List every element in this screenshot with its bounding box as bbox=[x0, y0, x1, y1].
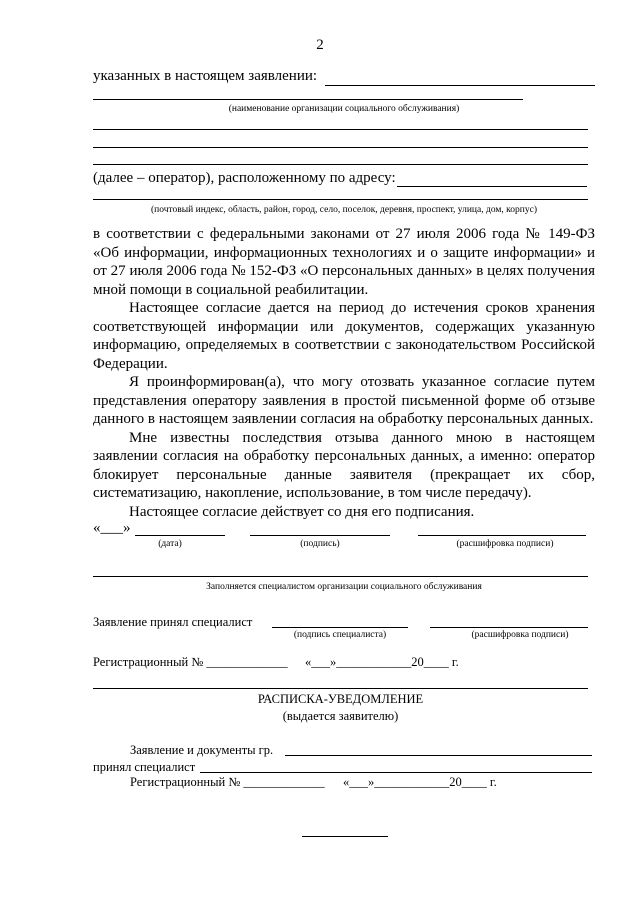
consent-text bbox=[93, 225, 595, 521]
end-line bbox=[302, 836, 388, 837]
paragraph-laws: в соответствии с федеральными законами от 27 июля 2006 года № 149-ФЗ «Об информации, информационных технологиях и о защите информации» и от 27 июля 2006 года № 152-ФЗ «О персональных данных» в целях получения мной помощи в социальной реабилитации. bbox=[93, 226, 595, 298]
date-quote-field[interactable]: «___» bbox=[93, 520, 131, 536]
registration-date-field[interactable]: «___»____________20____ г. bbox=[305, 655, 459, 669]
accepted-by-specialist-label: Заявление принял специалист bbox=[93, 615, 253, 629]
receipt-applicant-line[interactable] bbox=[285, 755, 592, 756]
specialist-signature-caption: (подпись специалиста) bbox=[293, 630, 387, 640]
address-field-line-2[interactable] bbox=[93, 199, 588, 200]
specialist-signature-line[interactable] bbox=[272, 627, 408, 628]
receipt-registration-number-field[interactable]: Регистрационный № _____________ bbox=[130, 775, 325, 789]
date-field-line[interactable] bbox=[135, 535, 225, 536]
receipt-accepted-label: принял специалист bbox=[93, 760, 196, 774]
org-field-line-1[interactable] bbox=[325, 85, 595, 86]
registration-number-field[interactable]: Регистрационный № _____________ bbox=[93, 655, 288, 669]
signature-caption: (подпись) bbox=[300, 539, 340, 549]
address-caption: (почтовый индекс, область, район, город, село, поселок, деревня, проспект, улица, дом, корпус) bbox=[150, 205, 537, 215]
receipt-title: РАСПИСКА-УВЕДОМЛЕНИЕ bbox=[257, 692, 424, 706]
receipt-documents-label: Заявление и документы гр. bbox=[130, 743, 274, 757]
address-prefix: (далее – оператор), расположенному по адресу: bbox=[93, 170, 396, 186]
org-field-line-3[interactable] bbox=[93, 129, 588, 130]
date-caption: (дата) bbox=[158, 539, 182, 549]
specialist-decode-caption: (расшифровка подписи) bbox=[471, 630, 569, 640]
paragraph-validity: Настоящее согласие действует со дня его подписания. bbox=[129, 503, 475, 520]
paragraph-period: Настоящее согласие дается на период до истечения сроков хранения соответствующей информации или документов, содержащих указанную информацию, определяемых в соответствии с законодательством Российской Федерации. bbox=[93, 300, 595, 372]
receipt-subtitle: (выдается заявителю) bbox=[282, 709, 399, 723]
address-field-line-1[interactable] bbox=[397, 186, 587, 187]
receipt-specialist-line[interactable] bbox=[200, 772, 592, 773]
paragraph-consequences: Мне известны последствия отзыва данного мною в настоящем заявлении согласия на обработку персональных данных, а именно: оператор блокирует персональные данные заявителя (прекращает их сбор, систематизацию, накопление, использование, в том числе передачу). bbox=[93, 429, 595, 501]
paragraph-revoke: Я проинформирован(а), что могу отозвать указанное согласие путем представления оператору заявления в простой письменной форме об отзыве данного в настоящем заявлении согласия на обработку персональных данных. bbox=[93, 374, 595, 427]
signature-field-line[interactable] bbox=[250, 535, 390, 536]
specialist-decode-line[interactable] bbox=[430, 627, 588, 628]
org-field-line-4[interactable] bbox=[93, 147, 588, 148]
specialist-section-caption: Заполняется специалистом организации социального обслуживания bbox=[206, 582, 482, 592]
specialist-divider bbox=[93, 576, 588, 577]
org-caption: (наименование организации социального обслуживания) bbox=[228, 104, 460, 114]
org-field-line-2[interactable] bbox=[93, 99, 523, 100]
org-line-prefix: указанных в настоящем заявлении: bbox=[93, 68, 318, 84]
signature-decode-caption: (расшифровка подписи) bbox=[456, 539, 554, 549]
page-number: 2 bbox=[316, 37, 324, 53]
org-field-line-5[interactable] bbox=[93, 164, 588, 165]
receipt-divider bbox=[93, 688, 588, 689]
signature-decode-field-line[interactable] bbox=[418, 535, 586, 536]
receipt-registration-date-field[interactable]: «___»____________20____ г. bbox=[343, 775, 497, 789]
